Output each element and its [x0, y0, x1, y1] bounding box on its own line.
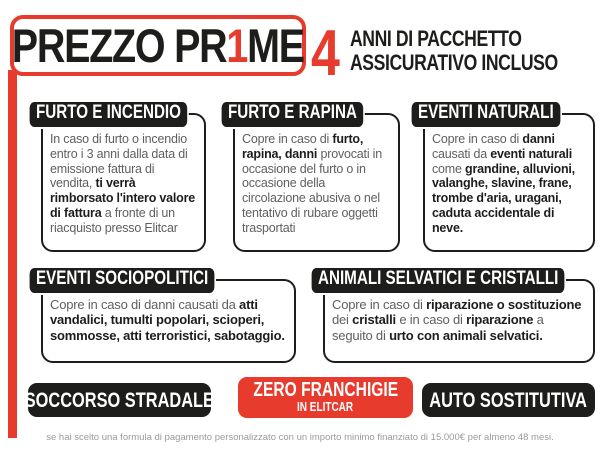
footer-disclaimer: se hai scelto una formula di pagamento personalizzato con un importo minimo finanziato di 15.000€ per almeno 48 mesi.: [46, 432, 554, 443]
page-title: PREZZO PR1ME: [12, 19, 305, 72]
card-title-badge: EVENTI NATURALI: [410, 100, 562, 129]
badge-label: ZERO FRANCHIGIE: [253, 379, 398, 402]
badge-label: AUTO SOSTITUTIVA: [429, 388, 588, 412]
badge-soccorso-stradale: [24, 383, 215, 417]
badge-sublabel: IN ELITCAR: [297, 400, 354, 415]
card-body-text: In caso di furto o incendio entro i 3 anni dalla data di emissione fattura di vendita, ti verrà rimborsato l'intero valore di fattura a fronte di un riacquisto presso Elitcar: [50, 132, 196, 235]
card-eventi-sociopolitici: [28, 266, 296, 363]
card-furto-e-incendio: [28, 100, 206, 252]
card-body-text: Copre in caso di danni causati da eventi naturali come grandine, alluvioni, valanghe, slavine, frane, trombe d'aria, uragani, caduta accidentale di neve.: [432, 132, 575, 235]
subtitle: [350, 27, 558, 75]
card-furto-e-rapina: [220, 100, 400, 252]
badge-auto-sostitutiva: [422, 383, 595, 417]
subtitle-line-2: ASSICURATIVO INCLUSO: [350, 49, 558, 75]
card-title-badge: ANIMALI SELVATICI E CRISTALLI: [310, 266, 566, 295]
badge-label: SOCCORSO STRADALE: [24, 388, 215, 412]
card-body-text: Copre in caso di riparazione o sostituzione dei cristalli e in caso di riparazione a seguito di urto con animali selvatici.: [332, 297, 582, 343]
badge-zero-franchigie: [238, 377, 413, 418]
card-body-text: Copre in caso di furto, rapina, danni provocati in occasione del furto o in occasione della circolazione abusiva o nel tentativo di rubare oggetti trasportati: [242, 132, 382, 235]
title-box: [10, 15, 306, 76]
subtitle-line-1: ANNI DI PACCHETTO: [350, 26, 522, 51]
card-animali-selvatici-e-cristalli: [310, 266, 595, 363]
card-eventi-naturali: [410, 100, 595, 252]
big-number-4: 4: [311, 16, 340, 89]
card-body-text: Copre in caso di danni causati da atti vandalici, tumulti popolari, scioperi, sommosse, atti terroristici, sabotaggio.: [50, 297, 285, 343]
red-accent-bar: [8, 70, 17, 438]
card-title-badge: FURTO E INCENDIO: [28, 100, 189, 129]
card-title-badge: EVENTI SOCIOPOLITICI: [28, 266, 216, 295]
card-title-badge: FURTO E RAPINA: [220, 100, 365, 129]
